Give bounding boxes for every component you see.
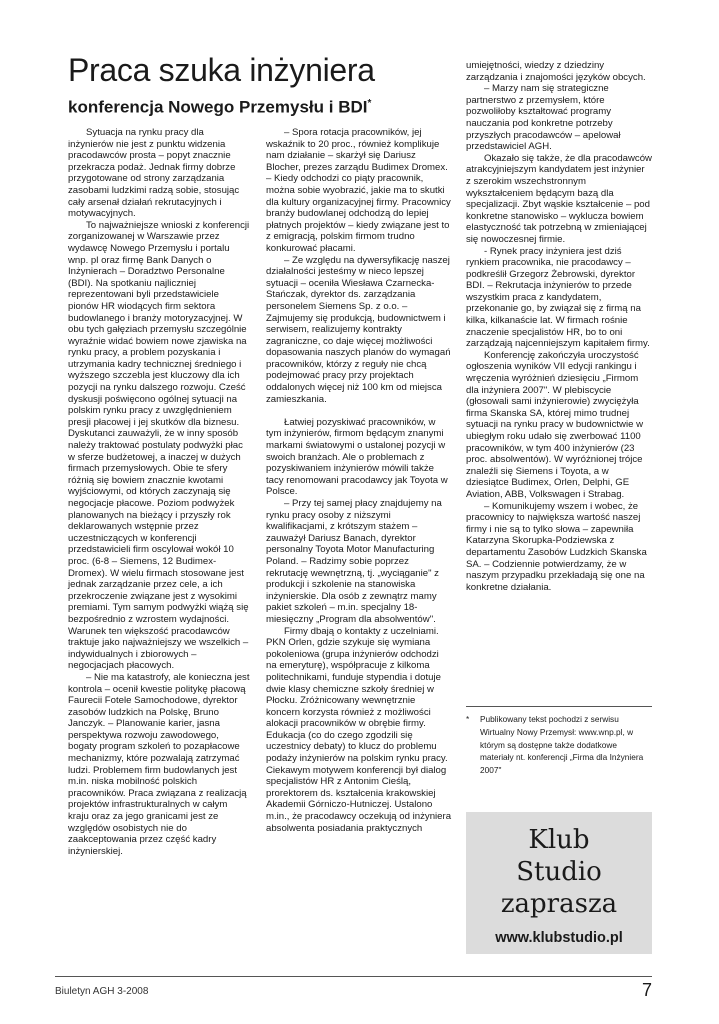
paragraph: – Nie ma katastrofy, ale konieczna jest kontrola – ocenił kwestie politykę płacową Faurecii Fotele Samochodowe, dyrektor zasobów ludzkich na Polskę, Bruno Janczyk. – Planowanie karier, jasna perspektywa rozwoju zawodowego, bogaty program szkoleń to pozapłacowe mechanizmy, które pozwalają zatrzymać ludzi. Problemem firm budowlanych jest m.in. niska mobilność polskich pracowników. Praca związana z realizacją projektów infrastrukturalnych w całym kraju oraz za jego granicami jest ze względów osobistych nie do zaakceptowania przez część kadry inżynierskiej. [68, 671, 250, 857]
footnote-marker: * [367, 98, 372, 109]
footer-divider [55, 976, 652, 977]
paragraph: Łatwiej pozyskiwać pracowników, w tym inżynierów, firmom będącym znanymi markami światowymi o ustalonej pozycji w swoich branżach. Ale o problemach z pozyskiwaniem inżynierów mówili także tacy renomowani pracodawcy jak Toyota w Polsce. [266, 416, 448, 498]
subtitle-text: konferencja Nowego Przemysłu i BDI [68, 97, 368, 117]
footnote-star: * [466, 714, 470, 724]
footnote [466, 713, 652, 777]
article-title: Praca szuka inżyniera [68, 52, 375, 88]
footnote-divider [466, 706, 652, 707]
paragraph: Konferencję zakończyła uroczystość ogłoszenia wyników VII edycji rankingu i wręczenia wyróżnień dziesięciu „Firmom dla inżyniera 2007". W plebiscycie (głosowali sami inżynierowie) zwyciężyła firma Skanska SA, której mimo trudnej sytuacji na rynku pracy w budownictwie w ubiegłym roku udało się zwerbować 1100 pracowników, w tym 400 inżynierów (23 proc. absolwentów). W wyróżnionej trójce znaleźli się Siemens i Toyota, a w dziesiątce Budimex, Orlen, Delphi, GE Aviation, ABB, Volkswagen i Strabag. [466, 349, 644, 500]
advert-line: Studio [516, 857, 602, 887]
klub-studio-advert [466, 812, 652, 954]
text-column-1 [68, 127, 250, 857]
paragraph: – Ze względu na dywersyfikację naszej działalności jesteśmy w nieco lepszej sytuacji – oceniła Wiesława Czarnecka-Stańczak, dyrektor ds. zarządzania personelem Siemens Sp. z o.o. – Zajmujemy się produkcją, budownictwem i serwisem, realizujemy kontrakty zagraniczne, co daje więcej możliwości dopasowania naszych planów do wymagań pracowników, którzy z reguły nie chcą podejmować pracy przy projektach oddalonych więcej niż 100 km od miejsca zamieszkania. [266, 254, 451, 405]
article-subtitle [68, 93, 448, 119]
advert-url: www.klubstudio.pl [495, 930, 623, 946]
publication-name: Biuletyn AGH 3-2008 [55, 986, 149, 997]
page-number: 7 [641, 980, 652, 1000]
text-column-2 [266, 127, 452, 834]
paragraph: – Przy tej samej płacy znajdujemy na rynku pracy osoby z niższymi kwalifikacjami, z krótszym stażem – zauważył Dariusz Banach, dyrektor personalny Toyota Motor Manufacturing Poland. – Radzimy sobie poprzez rekrutację wewnętrzną, tj. „wyciąganie" z produkcji i szkolenie na stanowiska inżynierskie. Dla osób z zewnątrz mamy pakiet szkoleń – m.in. specjalny 18-miesięczny „Program dla absolwentów". [266, 498, 442, 625]
paragraph: – Spora rotacja pracowników, jej wskaźnik to 20 proc., również komplikuje nam działanie – skarżył się Dariusz Blocher, prezes zarządu Budimex Dromex. – Kiedy odchodzi co piąty pracownik, można sobie wyobrazić, jakie ma to skutki dla kultury organizacyjnej firmy. Pracownicy branży budowlanej odchodzą do lepiej płatnych projektów – kiedy związane jest to z emigracją, polskim firmom trudno konkurować płacami. [266, 127, 451, 254]
footnote-text: Publikowany tekst pochodzi z serwisu Wirtualny Nowy Przemysł: www.wnp.pl, w którym są dostępne także dodatkowe materiały nt. konferencji „Firma dla Inżyniera 2007" [480, 714, 644, 776]
paragraph: Okazało się także, że dla pracodawców atrakcyjniejszym kandydatem jest inżynier z szerokim wszechstronnym wykształceniem będącym bazą dla specjalizacji. Zbyt wąskie kształcenie – pod konkretne stanowisko – wyklucza bowiem elastyczność tak potrzebną w zmieniającej się nowoczesnej firmie. [466, 152, 652, 245]
advert-line: Klub [528, 825, 590, 855]
paragraph: umiejętności, wiedzy z dziedziny zarządzania i znajomości języków obcych. [466, 60, 646, 83]
paragraph: Sytuacja na rynku pracy dla inżynierów nie jest z punktu widzenia pracodawców prosta – popyt znacznie przekracza podaż. Jednak firmy dobrze przygotowane od strony zarządzania zasobami ludzkimi radzą sobie, stosując cały arsenał działań rekrutacyjnych i motywacyjnych. [68, 127, 240, 220]
paragraph: – Marzy nam się strategiczne partnerstwo z przemysłem, które pozwoliłoby kształtować programy nauczania pod konkretne potrzeby przyszłych pracodawców – apelował przedstawiciel AGH. [466, 83, 621, 153]
paragraph: To najważniejsze wnioski z konferencji zorganizowanej w Warszawie przez wydawcę Nowego Przemysłu i portalu wnp. pl oraz firmę Bank Danych o Inżynierach – Doradztwo Personalne (BDI). Na spotkaniu najliczniej reprezentowani byli przedstawiciele pionów HR wiodących firm sektora budowlanego i branży motoryzacyjnej. W obu tych gałęziach przemysłu szczególnie wyraźnie widać bowiem nowe zjawiska na rynku pracy, a problem pozyskania i utrzymania kadry technicznej średniego i wyższego szczebla jest kluczowy dla ich pozycji na rynku dalszego rozwoju. Cześć dyskusji poświęcono ogólnej sytuacji na polskim rynku pracy z uwzględnieniem presji płacowej i jej skutków dla biznesu. Dyskutanci zauważyli, że w inny sposób należy traktować postulaty podwyżki płac w sferze budżetowej, a inaczej w dużych firmach przemysłowych. Obie te sfery różnią się bowiem znacznie kwotami wyjściowymi, od których zaczynają się negocjacje płacowe. Poziom podwyżek planowanych na bieżący i przyszły rok deklarowanych wstępnie przez uczestniczących w konferencji przedstawicieli firm oscylował wokół 10 proc. (6-8 – Siemens, 12 Budimex-Dromex). W wielu firmach stosowane jest jednak zarządzanie przez cele, a ich przekroczenie związane jest z wysokimi premiami. Tym samym podwyżki wiążą się bezpośrednio z wzrostem wydajności. Warunek ten większość pracodawców traktuje jako najważniejszy we wszelkich – indywidualnych i zbiorowych – negocjacjach płacowych. [68, 219, 250, 672]
paragraph: Firmy dbają o kontakty z uczelniami. PKN Orlen, gdzie szykuje się wymiana pokoleniowa (grupa inżynierów odchodzi na emeryturę), współpracuje z kilkoma politechnikami, funduje stypendia i dotuje dwie klasy chemiczne szkoły średniej w Płocku. Zróżnicowany wewnętrznie koncern korzysta również z możliwości alokacji pracowników w obrębie firmy. Edukacja (co do czego zgodzili się uczestnicy debaty) to klucz do problemu podaży inżynierów na polskim rynku pracy. Ciekawym motywem konferencji był dialog specjalistów HR z Antonim Cieślą, prorektorem ds. kształcenia krakowskiej Akademii Górniczo-Hutniczej. Ustalono m.in., że pracodawcy oczekują od inżyniera absolwenta posiadania praktycznych [266, 625, 452, 834]
paragraph: - Rynek pracy inżyniera jest dziś rynkiem pracownika, nie pracodawcy – podkreślił Grzegorz Żebrowski, dyrektor BDI. – Rekrutacja inżynierów to przede wszystkim praca z kandydatem, przekonanie go, by związał się z firmą na kilka, kilkanaście lat. W firmach rośnie znaczenie specjalistów HR, bo to oni zarządzają najcenniejszym kapitałem firmy. [466, 245, 650, 350]
text-column-3 [466, 60, 652, 593]
advert-line: zaprasza [500, 889, 618, 919]
paragraph: – Komunikujemy wszem i wobec, że pracownicy to największa wartość naszej firmy i nie są to tylko słowa – zapewniła Katarzyna Skorupka-Podziewska z departamentu Zasobów Ludzkich Skanska SA. – Codziennie potwierdzamy, że w naszym przypadku przekładają się one na konkretne działania. [466, 500, 647, 593]
